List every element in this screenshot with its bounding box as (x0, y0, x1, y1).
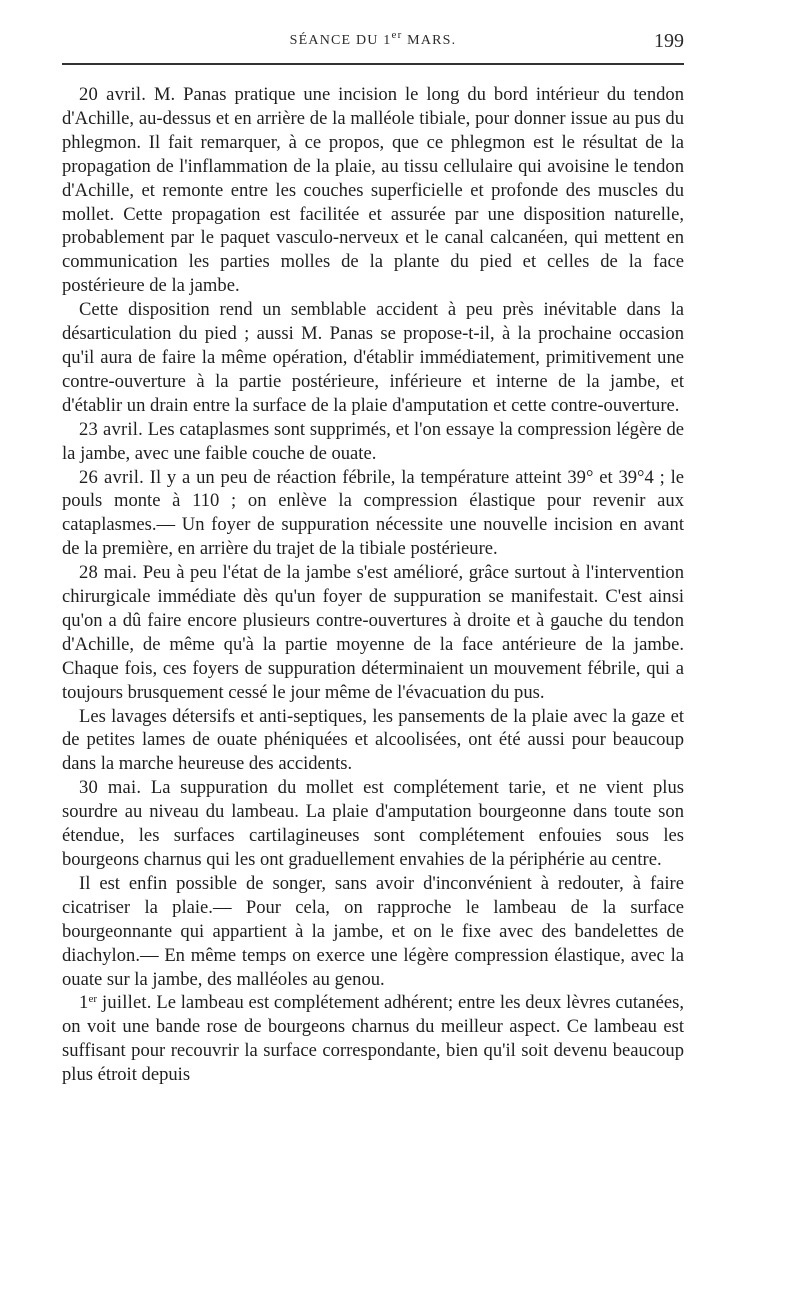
paragraph: 20 avril. M. Panas pratique une incision le long du bord intérieur du tendon d'Achille, au-dessus et en arrière de la malléole tibiale, pour donner issue au pus du phlegmon. Il fait remarquer, à ce propos, que ce phlegmon est le résultat de la propagation de l'inflammation de la plaie, au tissu cellulaire qui avoisine le tendon d'Achille, et remonte entre les couches superficielle et profonde des muscles du mollet. Cette propagation est facilitée et assurée par une disposition naturelle, probablement par le paquet vasculo-nerveux et le canal calcanéen, qui mettent en communication les parties molles de la plante du pied et celles de la face postérieure de la jambe. (62, 84, 685, 297)
paragraph: Il est enfin possible de songer, sans avoir d'inconvénient à redouter, à faire cicatriser la plaie.— Pour cela, on rapproche le lambeau de la surface bourgeonnante qui appartient à la jambe, et on le fixe avec des bandelettes de diachylon.— En même temps on exerce une légère compression élastique, avec la ouate sur la jambe, des malléoles au genou. (62, 872, 684, 990)
header-rule (62, 63, 684, 65)
paragraph: 1er juillet. Le lambeau est complétement adhérent; entre les deux lèvres cutanées, on voit une bande rose de bourgeons charnus du meilleur aspect. Ce lambeau est suffisant pour recouvrir la surface correspondante, bien qu'il soit devenu beaucoup plus étroit depuis (62, 992, 684, 1086)
paragraph: Cette disposition rend un semblable accident à peu près inévitable dans la désarticulation du pied ; aussi M. Panas se propose-t-il, à la prochaine occasion qu'il aura de faire la même opération, d'établir immédiatement, primitivement une contre-ouverture à la partie postérieure, inférieure et interne de la jambe, et d'établir un drain entre la surface de la plaie d'amputation et cette contre-ouverture. (62, 299, 684, 416)
paragraph: 26 avril. Il y a un peu de réaction fébrile, la température atteint 39° et 39°4 ; le pouls monte à 110 ; on enlève la compression élastique pour revenir aux cataplasmes.— Un foyer de suppuration nécessite une nouvelle incision en avant de la première, en arrière du trajet de la tibiale postérieure. (62, 466, 685, 560)
page-header (62, 29, 684, 57)
paragraph: 28 mai. Peu à peu l'état de la jambe s'est amélioré, grâce surtout à l'intervention chirurgicale immédiate dès qu'un foyer de suppuration se manifestait. C'est ainsi qu'on a dû faire encore plusieurs contre-ouvertures à droite et à gauche du tendon d'Achille, de même qu'à la partie moyenne de la face antérieure de la jambe. Chaque fois, ces foyers de suppuration déterminaient un mouvement fébrile, qui a toujours brusquement cessé le jour même de l'évacuation du pus. (62, 562, 684, 703)
paragraph: Les lavages détersifs et anti-septiques, les pansements de la plaie avec la gaze et de petites lames de ouate phéniquées et alcoolisées, ont été aussi pour beaucoup dans la marche heureuse des accidents. (62, 705, 684, 775)
running-title: SÉANCE DU 1er MARS. (289, 29, 457, 48)
page-number: 199 (654, 30, 684, 52)
paragraph: 23 avril. Les cataplasmes sont supprimés, et l'on essaye la compression légère de la jambe, avec une faible couche de ouate. (62, 418, 685, 464)
paragraph: 30 mai. La suppuration du mollet est complétement tarie, et ne vient plus sourdre au niveau du lambeau. La plaie d'amputation bourgeonne dans toute son étendue, les surfaces cartilagineuses sont complétement enfouies sous les bourgeons charnus qui les ont graduellement envahies de la périphérie au centre. (62, 777, 684, 870)
body-text (62, 83, 684, 1087)
